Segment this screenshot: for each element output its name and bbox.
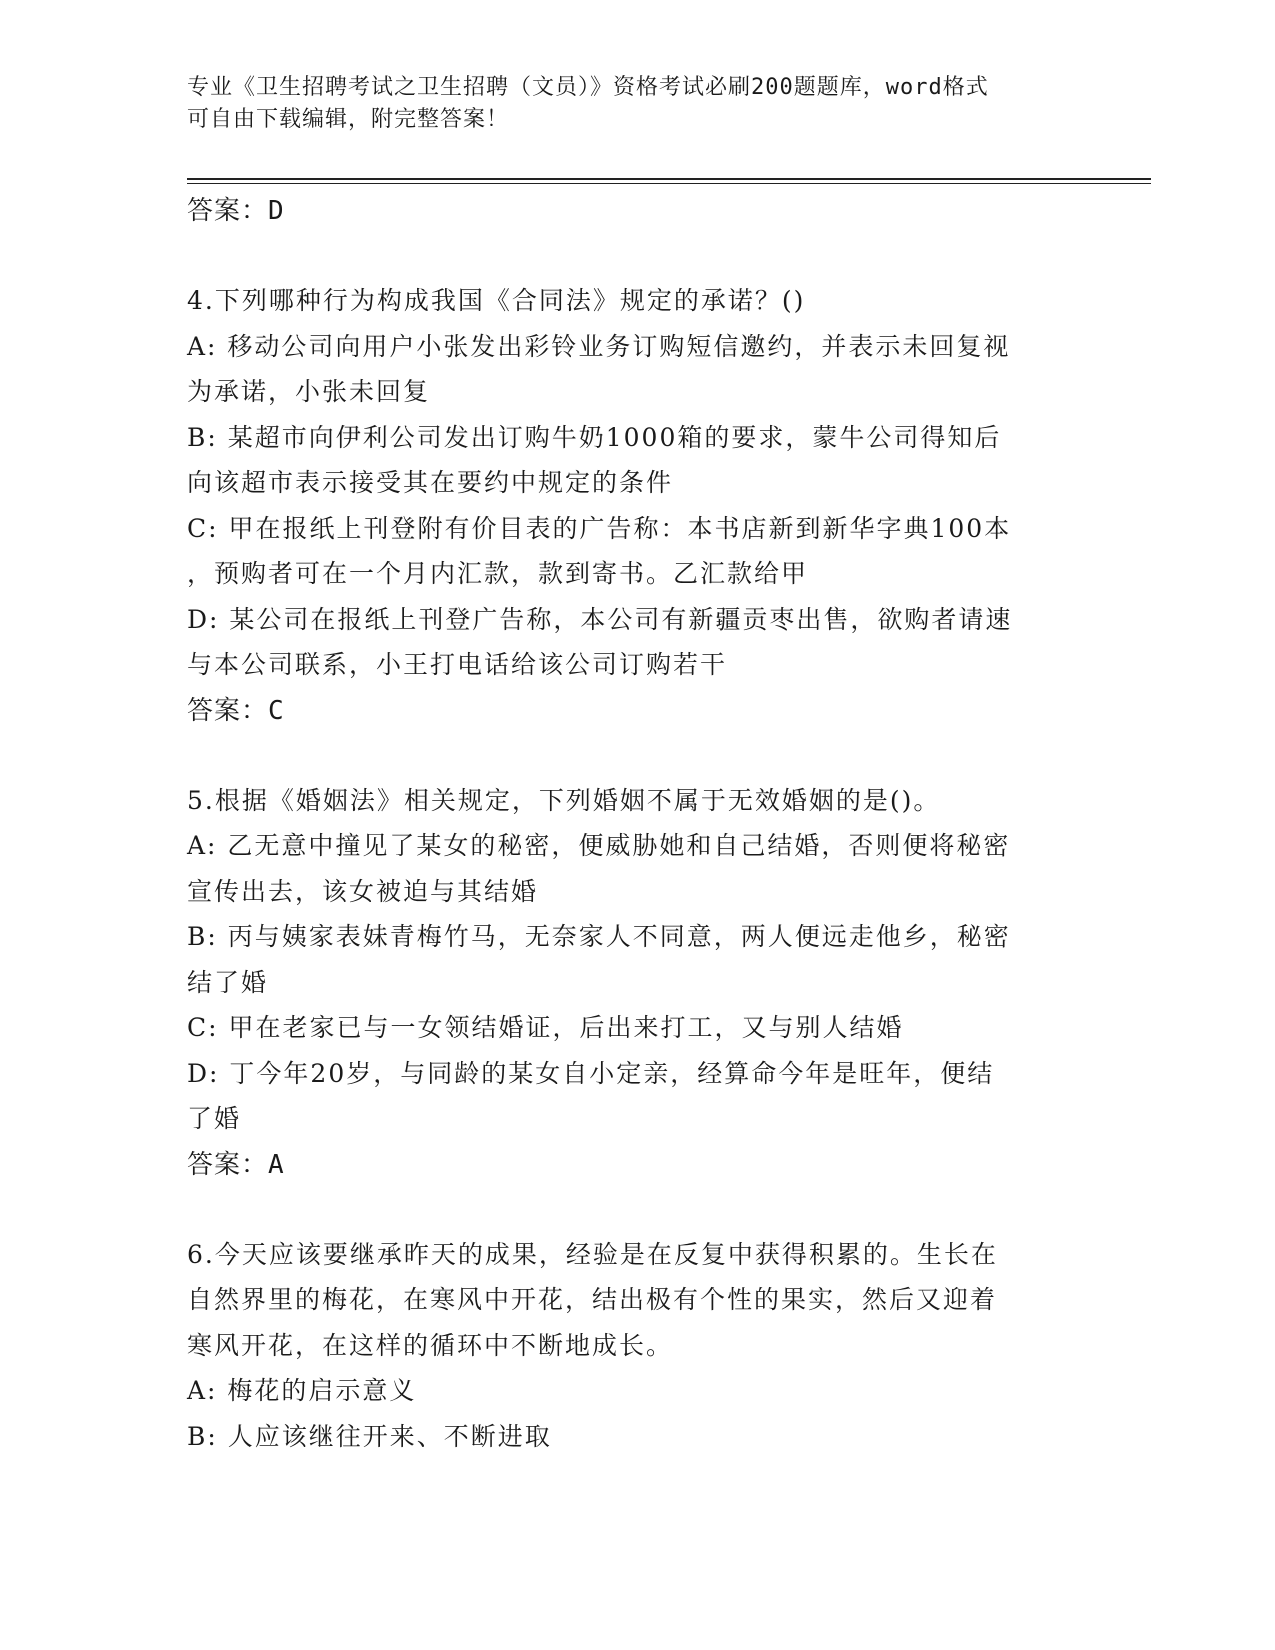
block-spacer	[187, 1188, 1087, 1232]
question-line: 与本公司联系，小王打电话给该公司订购若干	[187, 650, 728, 679]
question-content	[187, 188, 1087, 1459]
question-line: 4.下列哪种行为构成我国《合同法》规定的承诺？()	[187, 286, 806, 315]
question-line: D: 丁今年20岁，与同龄的某女自小定亲，经算命今年是旺年，便结	[187, 1058, 995, 1088]
question-line: A: 梅花的启示意义	[187, 1376, 417, 1405]
question-line: D: 某公司在报纸上刊登广告称，本公司有新疆贡枣出售，欲购者请速	[187, 604, 1013, 634]
question-line: 5.根据《婚姻法》相关规定，下列婚姻不属于无效婚姻的是()。	[187, 785, 941, 815]
question-line: C: 甲在报纸上刊登附有价目表的广告称：本书店新到新华字典100本	[187, 513, 1012, 543]
question-line: A: 移动公司向用户小张发出彩铃业务订购短信邀约，并表示未回复视	[187, 331, 1011, 361]
document-header	[187, 72, 1077, 136]
question-line: 宣传出去，该女被迫与其结婚	[187, 876, 539, 906]
question-line: 自然界里的梅花，在寒风中开花，结出极有个性的果实，然后又迎着	[187, 1285, 998, 1314]
answer-label: 答案：A	[187, 1149, 285, 1180]
question-line: B: 某超市向伊利公司发出订购牛奶1000箱的要求，蒙牛公司得知后	[187, 422, 1002, 452]
block-spacer	[187, 234, 1087, 278]
header-line-2: 可自由下载编辑，附完整答案！	[187, 107, 510, 132]
header-divider-thick	[187, 178, 1151, 180]
question-line: 6.今天应该要继承昨天的成果，经验是在反复中获得积累的。生长在	[187, 1239, 998, 1269]
question-line: 寒风开花，在这样的循环中不断地成长。	[187, 1330, 674, 1360]
header-line-1: 专业《卫生招聘考试之卫生招聘（文员）》资格考试必刷200题题库，word格式	[187, 75, 989, 100]
question-line: 结了婚	[187, 967, 269, 997]
question-line: A: 乙无意中撞见了某女的秘密，便威胁她和自己结婚，否则便将秘密	[187, 831, 1011, 860]
answer-label: 答案：C	[187, 695, 285, 726]
question-line: ，预购者可在一个月内汇款，款到寄书。乙汇款给甲	[187, 559, 809, 588]
question-line: 了婚	[187, 1104, 242, 1133]
question-line: 为承诺，小张未回复	[187, 377, 431, 406]
answer-label: 答案：D	[187, 196, 285, 226]
question-line: B: 人应该继往开来、不断进取	[187, 1421, 552, 1451]
question-line: 向该超市表示接受其在要约中规定的条件	[187, 468, 674, 497]
block-spacer	[187, 734, 1087, 778]
question-line: C: 甲在老家已与一女领结婚证，后出来打工，又与别人结婚	[187, 1013, 904, 1042]
header-divider-thin	[187, 183, 1151, 184]
question-line: B: 丙与姨家表妹青梅竹马，无奈家人不同意，两人便远走他乡，秘密	[187, 922, 1011, 951]
